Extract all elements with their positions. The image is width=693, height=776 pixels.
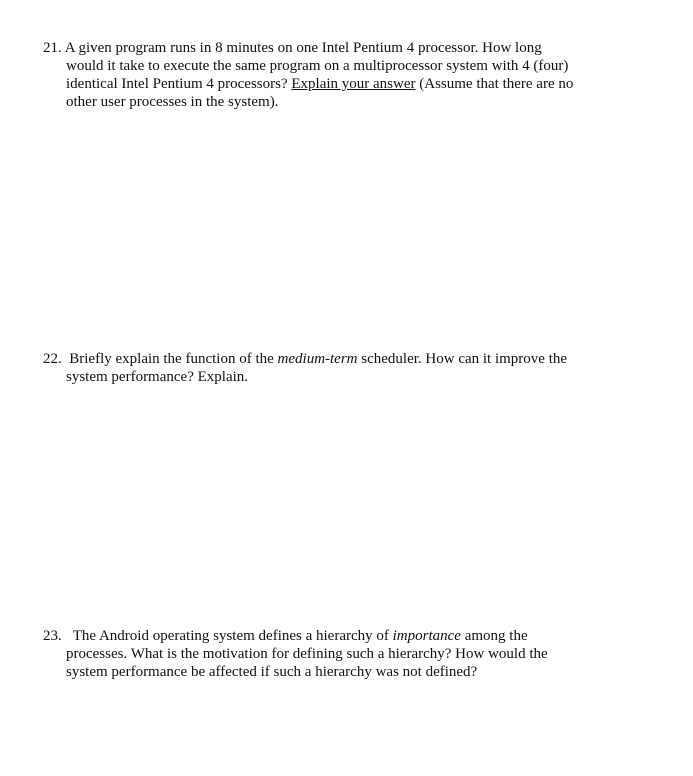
question-21-line-3: identical Intel Pentium 4 processors? Explain your answer (Assume that there are no [66,76,574,92]
question-23 [43,627,643,681]
question-21-line-1: 21. A given program runs in 8 minutes on one Intel Pentium 4 processor. How long [43,40,542,56]
question-21-line-2: would it take to execute the same program on a multiprocessor system with 4 (four) [66,58,569,74]
question-23-line-2: processes. What is the motivation for defining such a hierarchy? How would the [66,646,548,662]
question-22-line-2: system performance? Explain. [66,369,249,385]
medium-term-italic: medium-term [277,351,358,367]
question-21-line-4: other user processes in the system). [66,94,279,110]
question-21-number: 21. [43,40,62,56]
importance-italic: importance [392,628,461,644]
question-22 [43,350,643,386]
explain-your-answer-underlined: Explain your answer [291,76,416,92]
question-22-line-1: 22. Briefly explain the function of the medium-term scheduler. How can it improve the [43,351,568,367]
question-22-number: 22. [43,351,62,367]
question-21 [43,39,643,111]
question-23-line-1: 23. The Android operating system defines a hierarchy of importance among the [43,628,528,644]
question-23-line-3: system performance be affected if such a hierarchy was not defined? [66,664,478,680]
question-23-number: 23. [43,628,62,644]
